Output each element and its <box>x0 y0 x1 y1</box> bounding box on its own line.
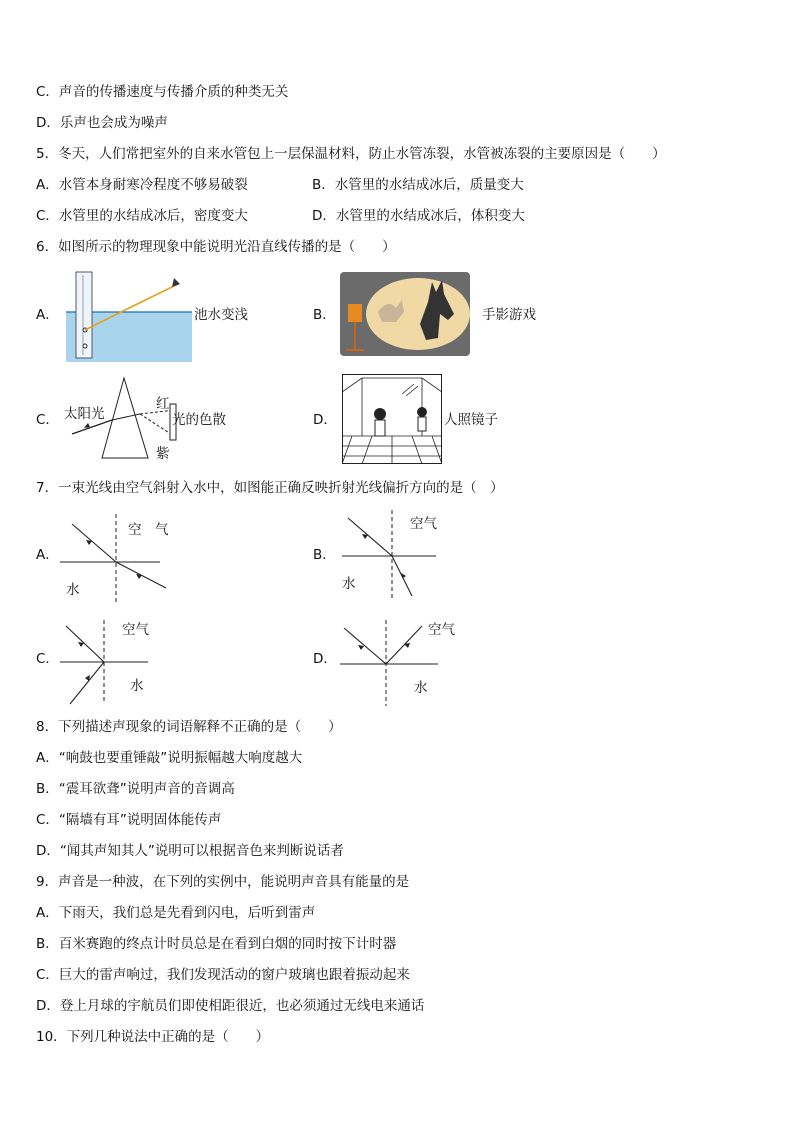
q8-option-b: B．“震耳欲聋”说明声音的音调高 <box>36 781 235 797</box>
svg-text:水: 水 <box>130 678 144 694</box>
q6-figure-d-mirror <box>342 374 442 464</box>
q7-figure-d <box>340 616 470 706</box>
q7-figure-c <box>60 616 180 706</box>
q5-option-a: A．水管本身耐寒冷程度不够易破裂 <box>36 177 248 193</box>
q9-option-a: A．下雨天，我们总是先看到闪电，后听到雷声 <box>36 905 316 921</box>
q5-stem: 5．冬天，人们常把室外的自来水管包上一层保温材料，防止水管冻裂，水管被冻裂的主要原因是（ ） <box>36 146 666 162</box>
q8-option-c: C．“隔墙有耳”说明固体能传声 <box>36 812 222 828</box>
svg-text:空 气: 空 气 <box>128 522 169 538</box>
svg-text:水: 水 <box>414 680 428 696</box>
q4-option-c: C．声音的传播速度与传播介质的种类无关 <box>36 84 289 100</box>
q7-figure-b <box>336 508 456 598</box>
q6-caption-b: 手影游戏 <box>482 307 536 323</box>
q7-label-b: B． <box>313 547 336 563</box>
svg-text:空气: 空气 <box>122 622 149 638</box>
svg-text:水: 水 <box>66 582 80 598</box>
q6-caption-c: 光的色散 <box>172 412 226 428</box>
q6-figure-b-shadow-play <box>340 272 470 356</box>
q6-figure-a-pool <box>66 270 192 362</box>
q7-stem: 7．一束光线由空气斜射入水中，如图能正确反映折射光线偏折方向的是（ ） <box>36 480 504 496</box>
q5-option-b: B．水管里的水结成冰后，质量变大 <box>312 177 524 193</box>
q7-label-a: A． <box>36 547 59 563</box>
q6-label-c: C． <box>36 412 59 428</box>
svg-text:水: 水 <box>342 576 356 592</box>
q9-option-d: D．登上月球的宇航员们即使相距很近，也必须通过无线电来通话 <box>36 998 425 1014</box>
q8-stem: 8．下列描述声现象的词语解释不正确的是（ ） <box>36 719 342 735</box>
q9-stem: 9．声音是一种波，在下列的实例中，能说明声音具有能量的是 <box>36 874 410 890</box>
q6-label-b: B． <box>313 307 336 323</box>
q6-label-d: D． <box>313 412 337 428</box>
q5-option-d: D．水管里的水结成冰后，体积变大 <box>312 208 525 224</box>
q6-label-a: A． <box>36 307 59 323</box>
q4-option-d: D．乐声也会成为噪声 <box>36 115 168 131</box>
q7-label-c: C． <box>36 651 59 667</box>
q10-stem: 10．下列几种说法中正确的是（ ） <box>36 1029 270 1045</box>
purple-label: 紫 <box>156 446 170 462</box>
q7-label-d: D． <box>313 651 337 667</box>
q6-caption-a: 池水变浅 <box>194 307 248 323</box>
q9-option-c: C．巨大的雷声响过，我们发现活动的窗户玻璃也跟着振动起来 <box>36 967 410 983</box>
q7-figure-a <box>60 512 180 602</box>
q5-option-c: C．水管里的水结成冰后，密度变大 <box>36 208 248 224</box>
svg-text:空气: 空气 <box>410 516 437 532</box>
q6-caption-d: 人照镜子 <box>444 412 498 428</box>
svg-text:空气: 空气 <box>428 622 455 638</box>
sunlight-label: 太阳光 <box>64 406 105 422</box>
q6-stem: 6．如图所示的物理现象中能说明光沿直线传播的是（ ） <box>36 239 396 255</box>
q9-option-b: B．百米赛跑的终点计时员总是在看到白烟的同时按下计时器 <box>36 936 397 952</box>
red-label: 红 <box>156 396 170 412</box>
q8-option-a: A．“响鼓也要重锤敲”说明振幅越大响度越大 <box>36 750 303 766</box>
q8-option-d: D．“闻其声知其人”说明可以根据音色来判断说话者 <box>36 843 344 859</box>
